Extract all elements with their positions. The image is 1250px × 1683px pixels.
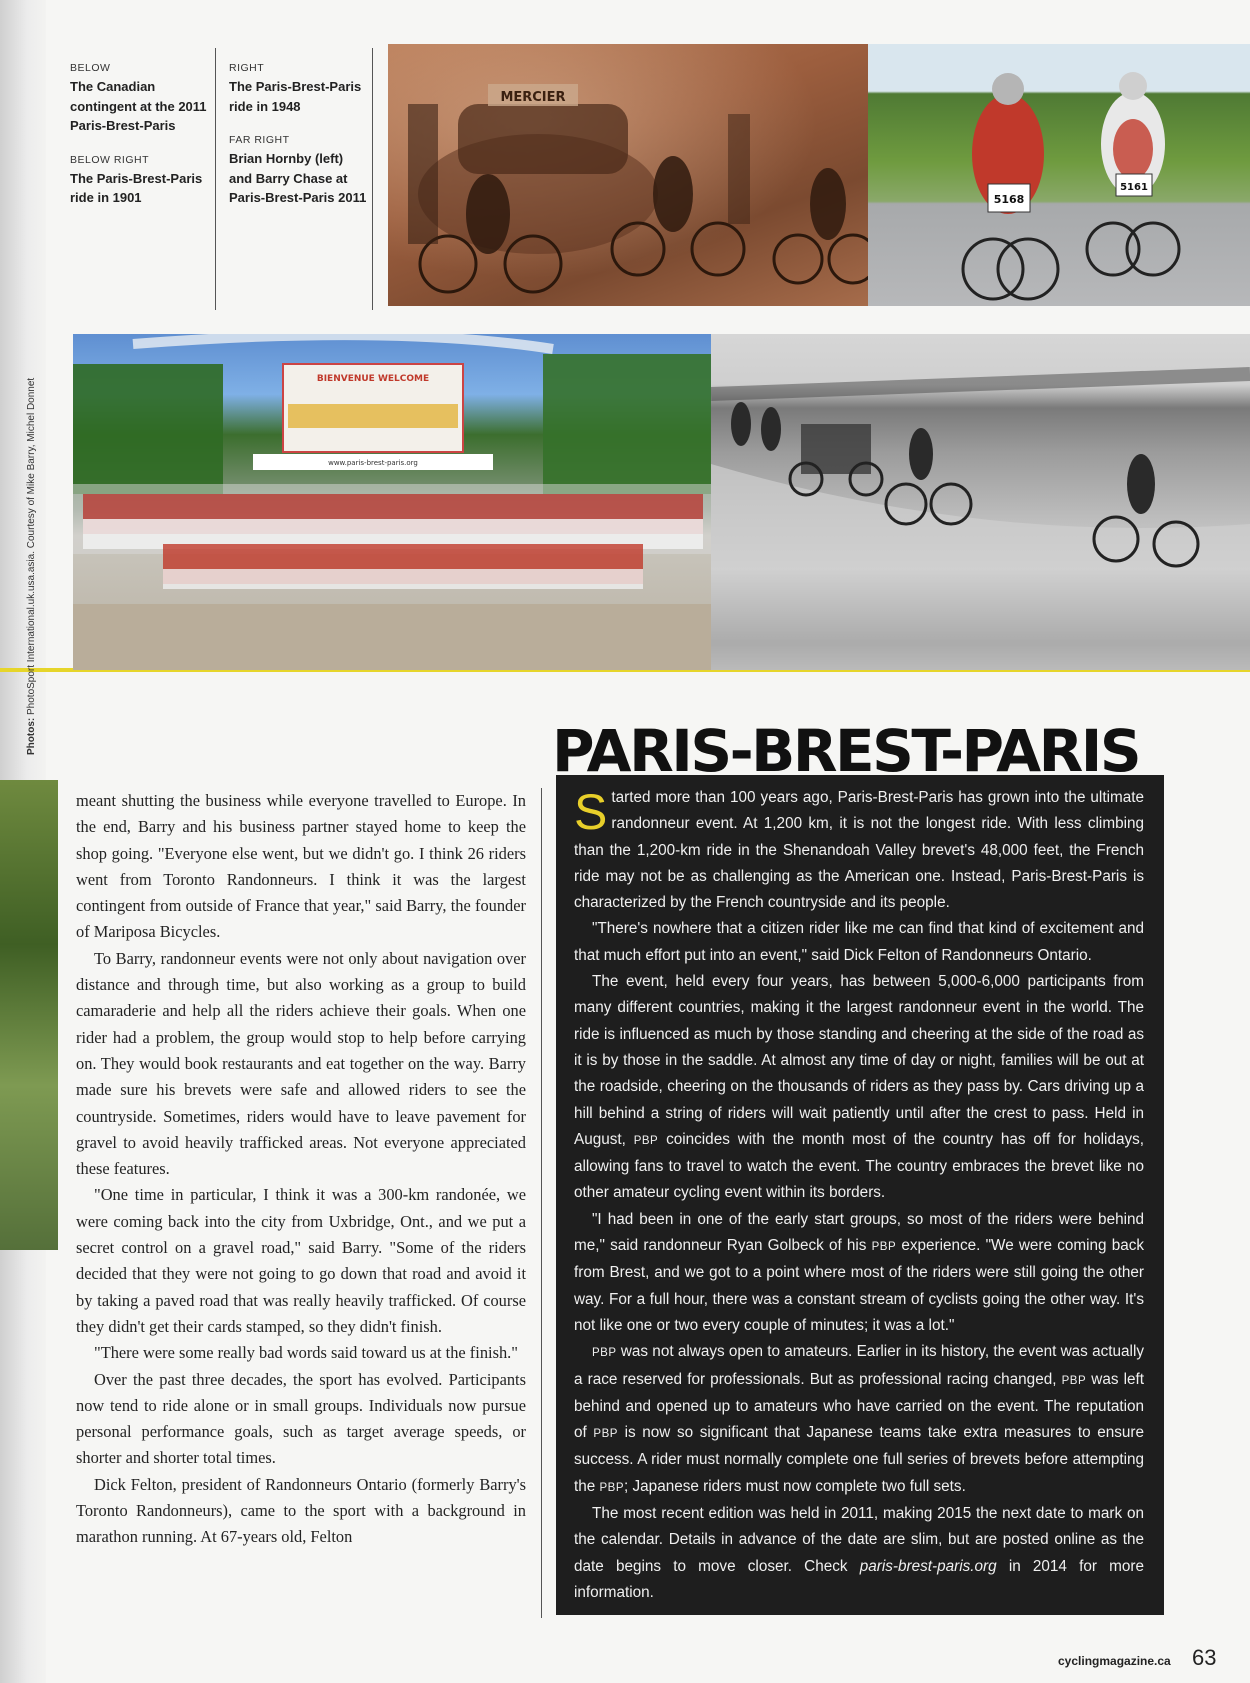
- sidebar-text-span: experience. "We were coming back from Brest, and we got to a point where most of the riders were still going the other way. For a full hour, there was a constant stream of cyclists going the other way. It's not like one or two every couple of minutes; it was a lot.": [574, 1237, 1145, 1334]
- photo-1948-illustration: [388, 44, 868, 306]
- photo-credit: [26, 335, 37, 755]
- body-paragraph: Dick Felton, president of Randonneurs Ontario (formerly Barry's Toronto Randonneurs), came to the sport with a background in marathon running. At 67-years old, Felton: [76, 1474, 526, 1547]
- facing-page-edge: [0, 780, 58, 1250]
- caption-below: [70, 62, 215, 136]
- captions-right: [229, 62, 369, 226]
- sidebar-text-span: was not always open to amateurs. Earlier in its history, the event was actually a race reserved for professionals. But as professional racing changed,: [574, 1343, 1144, 1388]
- sidebar-title: PARIS-BREST-PARIS: [552, 717, 1140, 785]
- caption-far-right: [229, 134, 369, 208]
- sidebar-paragraph: [574, 1501, 1144, 1606]
- sidebar-text-span: ; Japanese riders must now complete two full sets.: [624, 1477, 966, 1495]
- sidebar-paragraph: "There's nowhere that a citizen rider like me can find that kind of excitement and that much effort put into an event," said Dick Felton of Randonneurs Ontario.: [574, 920, 1144, 964]
- photo-1901-ride: [711, 334, 1250, 670]
- sidebar-text-span: was left behind and opened up to amateurs who have carried on the event. The reputation of: [574, 1370, 1145, 1442]
- pbp-abbr: PBP: [599, 1481, 625, 1494]
- caption-label: FAR RIGHT: [229, 134, 290, 146]
- photo-hornby-illustration: [868, 44, 1250, 306]
- caption-text: Brian Hornby (left) and Barry Chase at Paris-Brest-Paris 2011: [229, 151, 367, 205]
- photo-1948-ride: [388, 44, 868, 306]
- caption-text: The Paris-Brest-Paris ride in 1901: [70, 170, 203, 205]
- sidebar-paragraph: [574, 1339, 1144, 1501]
- body-paragraph: meant shutting the business while everyone travelled to Europe. In the end, Barry and his business partner stayed home to keep the shop going. "Everyone else went, but we didn't go. I think 26 riders went from Toronto Randonneurs. I think it was the largest contingent from outside of France that year," said Barry, the founder of Mariposa Bicycles.: [76, 791, 526, 942]
- page-number: 63: [1192, 1645, 1217, 1670]
- photo-1901-illustration: [711, 334, 1250, 670]
- photo-hornby-chase: [868, 44, 1250, 306]
- body-paragraph: To Barry, randonneur events were not only about navigation over distance and through time, but also working as a group to build camaraderie and help all the riders achieve their goals. When one rider had a problem, the group would stop to help before carrying on. They would book restaurants and eat together on the way. Barry made sure his brevets were safe and allowed riders to see the countryside. Sometimes, riders would have to leave pavement for gravel to avoid heavily trafficked areas. Not everyone appreciated these features.: [76, 948, 526, 1179]
- sidebar-text-span: "I had been in one of the early start groups, so most of the riders were behind me," said randonneur Ryan Golbeck of his: [574, 1210, 1144, 1255]
- pbp-abbr: PBP: [871, 1241, 897, 1254]
- caption-label: BELOW: [70, 62, 111, 74]
- body-paragraph: Over the past three decades, the sport has evolved. Participants now tend to ride alone or in small groups. Individuals now pursue personal performance goals, such as target average speeds, or shorter and shorter total times.: [76, 1369, 526, 1468]
- photo-credit-label: Photos:: [26, 717, 37, 755]
- drop-cap: S: [574, 784, 608, 840]
- caption-divider: [215, 48, 216, 310]
- pbp-abbr: PBP: [592, 1347, 617, 1360]
- banner-welcome-text: BIENVENUE WELCOME: [316, 374, 430, 384]
- sidebar-text-span: The most recent edition was held in 2011, making 2015 the next date to mark on the calendar. Details in advance of the date are slim, but are posted online as the date begins to move closer. Check: [574, 1505, 1144, 1575]
- captions-left: [70, 62, 215, 226]
- sidebar-text-span: coincides with the month most of the country has off for holidays, allowing fans to travel to watch the event. The country embraces the brevet like no other amateur cycling event within its borders.: [574, 1130, 1144, 1202]
- sidebar-text-span: is now so significant that Japanese teams take extra measures to ensure success. A rider must normally complete one full series of brevets before attempting the: [574, 1424, 1144, 1495]
- sidebar-paragraph: [574, 969, 1144, 1207]
- banner-url-text: www.paris-brest-paris.org: [328, 459, 418, 467]
- sidebar-text: [574, 785, 1144, 1606]
- sidebar-text-span: The event, held every four years, has between 5,000-6,000 participants from many different countries, making it the largest randonneur event in the world. The ride is influenced as much by those standing and cheering at the side of the road as it is by those in the saddle. At almost any time of day or night, families will be out at the roadside, cheering on the thousands of riders as they pass by. Cars driving up a hill behind a string of riders will wait patiently until after the crest to pass. Held in August,: [574, 973, 1144, 1148]
- body-paragraph: "One time in particular, I think it was a 300-km randonée, we were coming back into the city from Uxbridge, Ont., and we put a secret control on a gravel road," said Barry. "Some of the riders decided that they were not going to go down that road and avoid it by taking a paved road that was really heavily trafficked. Of course they didn't get their cards stamped, so they didn't finish.: [76, 1185, 526, 1336]
- caption-below-right: [70, 154, 215, 208]
- photo-canadian-contingent: [73, 334, 711, 670]
- sidebar-paragraph-text: tarted more than 100 years ago, Paris-Brest-Paris has grown into the ultimate randonneur event. At 1,200 km, it is not the longest ride. With less climbing than the 1,200-km ride in the Shenandoah Valley brevet's 48,000 feet, the French ride may not be as challenging as the American one. Instead, Paris-Brest-Paris is characterized by the French countryside and its people.: [574, 789, 1144, 912]
- pbp-abbr: PBP: [593, 1428, 618, 1441]
- caption-label: BELOW RIGHT: [70, 153, 150, 166]
- column-divider: [541, 788, 542, 1618]
- sidebar-text-span: in 2014 for more information.: [574, 1557, 1145, 1601]
- body-paragraph: "There were some really bad words said toward us at the finish.": [94, 1343, 518, 1363]
- bib-number-1: 5168: [993, 193, 1025, 206]
- caption-label: RIGHT: [229, 62, 265, 74]
- caption-right: [229, 62, 369, 116]
- photo-canadian-illustration: [73, 334, 711, 670]
- caption-text: The Paris-Brest-Paris ride in 1948: [229, 79, 362, 114]
- caption-divider: [372, 48, 373, 310]
- sidebar-paragraph: [574, 785, 1144, 916]
- bib-number-2: 5161: [1120, 182, 1148, 193]
- article-body-column: [76, 788, 526, 1551]
- car-sign-text: MERCIER: [500, 90, 566, 105]
- pbp-abbr: PBP: [633, 1134, 659, 1147]
- footer-website: cyclingmagazine.ca: [1058, 1654, 1171, 1668]
- sidebar-link: paris-brest-paris.org: [859, 1557, 997, 1575]
- sidebar-paragraph: [574, 1207, 1144, 1339]
- photo-credit-text: PhotoSport International.uk.usa.asia. Courtesy of Mike Barry, Michel Donnet: [26, 377, 37, 715]
- caption-text: The Canadian contingent at the 2011 Paris-Brest-Paris: [70, 79, 207, 133]
- pbp-abbr: PBP: [1061, 1374, 1087, 1387]
